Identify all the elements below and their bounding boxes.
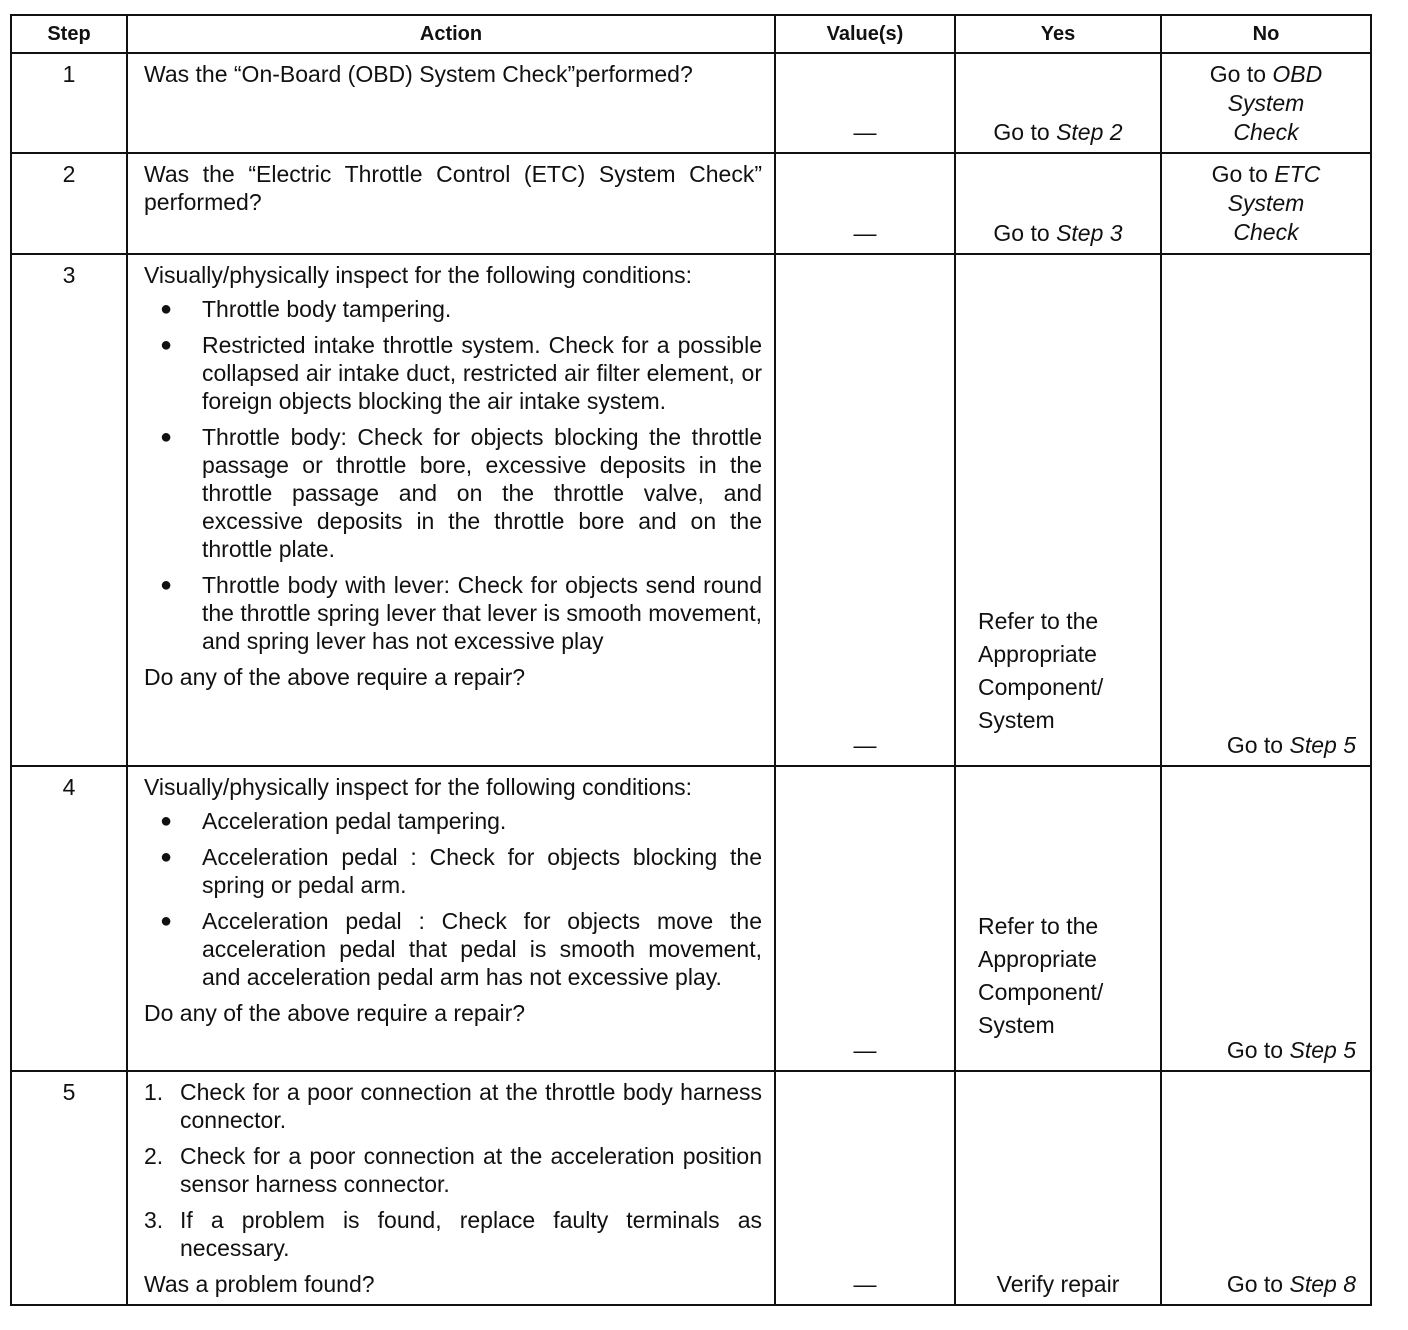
step-cell xyxy=(11,254,127,766)
no-link[interactable]: Go to Step 8 xyxy=(1226,1271,1356,1297)
list-item: 1. Check for a poor connection at the throttle body harness connector. xyxy=(144,1079,762,1133)
list-item: ● Acceleration pedal tampering. xyxy=(144,807,762,835)
header-step: Step xyxy=(11,15,127,53)
table-row xyxy=(11,1071,1371,1305)
table-row xyxy=(11,153,1371,254)
yes-link[interactable]: Go to Step 3 xyxy=(993,220,1123,246)
no-link[interactable]: Go to OBD System Check xyxy=(1209,61,1323,145)
diagnostic-table xyxy=(10,14,1372,1306)
step-cell xyxy=(11,1071,127,1305)
table-row xyxy=(11,53,1371,153)
list-item: ● Throttle body tampering. xyxy=(144,295,762,323)
step-cell xyxy=(11,766,127,1071)
step-cell xyxy=(11,153,127,254)
step-number: 1 xyxy=(62,61,76,87)
value-cell xyxy=(775,53,955,153)
list-item: 3. If a problem is found, replace faulty terminals as necessary. xyxy=(144,1207,762,1261)
step-cell xyxy=(11,53,127,153)
action-question: Was a problem found? xyxy=(144,1271,375,1297)
action-cell xyxy=(127,766,775,1071)
yes-link[interactable]: Verify repair xyxy=(996,1271,1120,1297)
action-intro: Visually/physically inspect for the following conditions: xyxy=(144,262,693,288)
action-cell xyxy=(127,254,775,766)
step-number: 2 xyxy=(62,161,76,187)
action-cell xyxy=(127,153,775,254)
action-question: Do any of the above require a repair? xyxy=(144,1000,526,1026)
table-row xyxy=(11,254,1371,766)
value-text: — xyxy=(853,1037,877,1063)
list-item: ● Restricted intake throttle system. Check for a possible collapsed air intake duct, restricted air filter element, or foreign objects blocking the air intake system. xyxy=(144,331,762,415)
action-intro: Visually/physically inspect for the following conditions: xyxy=(144,774,693,800)
action-cell xyxy=(127,1071,775,1305)
step-number: 4 xyxy=(62,774,76,800)
value-text: — xyxy=(853,1271,877,1297)
procedure-list xyxy=(144,1078,762,1262)
value-cell xyxy=(775,254,955,766)
action-question: Was the “Electric Throttle Control (ETC) System Check” performed? xyxy=(144,161,762,215)
yes-link[interactable]: Refer to the Appropriate Component/ System xyxy=(978,913,1104,1038)
value-text: — xyxy=(853,220,877,246)
no-cell xyxy=(1161,53,1371,153)
table-row xyxy=(11,766,1371,1071)
no-link[interactable]: Go to ETC System Check xyxy=(1211,161,1321,245)
condition-list xyxy=(144,295,762,655)
no-link[interactable]: Go to Step 5 xyxy=(1226,732,1356,758)
value-cell xyxy=(775,1071,955,1305)
list-item: ● Throttle body: Check for objects blocking the throttle passage or throttle bore, excessive deposits in the throttle passage and on the throttle valve, and excessive deposits in the throttle bore and on the throttle plate. xyxy=(144,423,762,563)
header-no: No xyxy=(1161,15,1371,53)
no-cell xyxy=(1161,766,1371,1071)
value-cell xyxy=(775,766,955,1071)
action-question: Was the “On-Board (OBD) System Check”performed? xyxy=(144,61,693,87)
action-question: Do any of the above require a repair? xyxy=(144,664,526,690)
yes-cell xyxy=(955,53,1161,153)
header-action: Action xyxy=(127,15,775,53)
list-item: ● Throttle body with lever: Check for objects send round the throttle spring lever that lever is smooth movement, and spring lever has not excessive play xyxy=(144,571,762,655)
yes-cell xyxy=(955,766,1161,1071)
yes-cell xyxy=(955,1071,1161,1305)
yes-link[interactable]: Go to Step 2 xyxy=(993,119,1123,145)
action-cell xyxy=(127,53,775,153)
value-text: — xyxy=(853,119,877,145)
value-text: — xyxy=(853,732,877,758)
yes-link[interactable]: Refer to the Appropriate Component/ System xyxy=(978,608,1104,733)
yes-cell xyxy=(955,153,1161,254)
header-row xyxy=(11,15,1371,53)
no-cell xyxy=(1161,153,1371,254)
condition-list xyxy=(144,807,762,991)
list-item: ● Acceleration pedal : Check for objects move the acceleration pedal that pedal is smooth movement, and acceleration pedal arm has not excessive play. xyxy=(144,907,762,991)
list-item: ● Acceleration pedal : Check for objects blocking the spring or pedal arm. xyxy=(144,843,762,899)
header-yes: Yes xyxy=(955,15,1161,53)
yes-cell xyxy=(955,254,1161,766)
header-values: Value(s) xyxy=(775,15,955,53)
step-number: 5 xyxy=(62,1079,76,1105)
no-cell xyxy=(1161,254,1371,766)
no-link[interactable]: Go to Step 5 xyxy=(1226,1037,1356,1063)
value-cell xyxy=(775,153,955,254)
step-number: 3 xyxy=(62,262,76,288)
list-item: 2. Check for a poor connection at the acceleration position sensor harness connector. xyxy=(144,1143,762,1197)
no-cell xyxy=(1161,1071,1371,1305)
